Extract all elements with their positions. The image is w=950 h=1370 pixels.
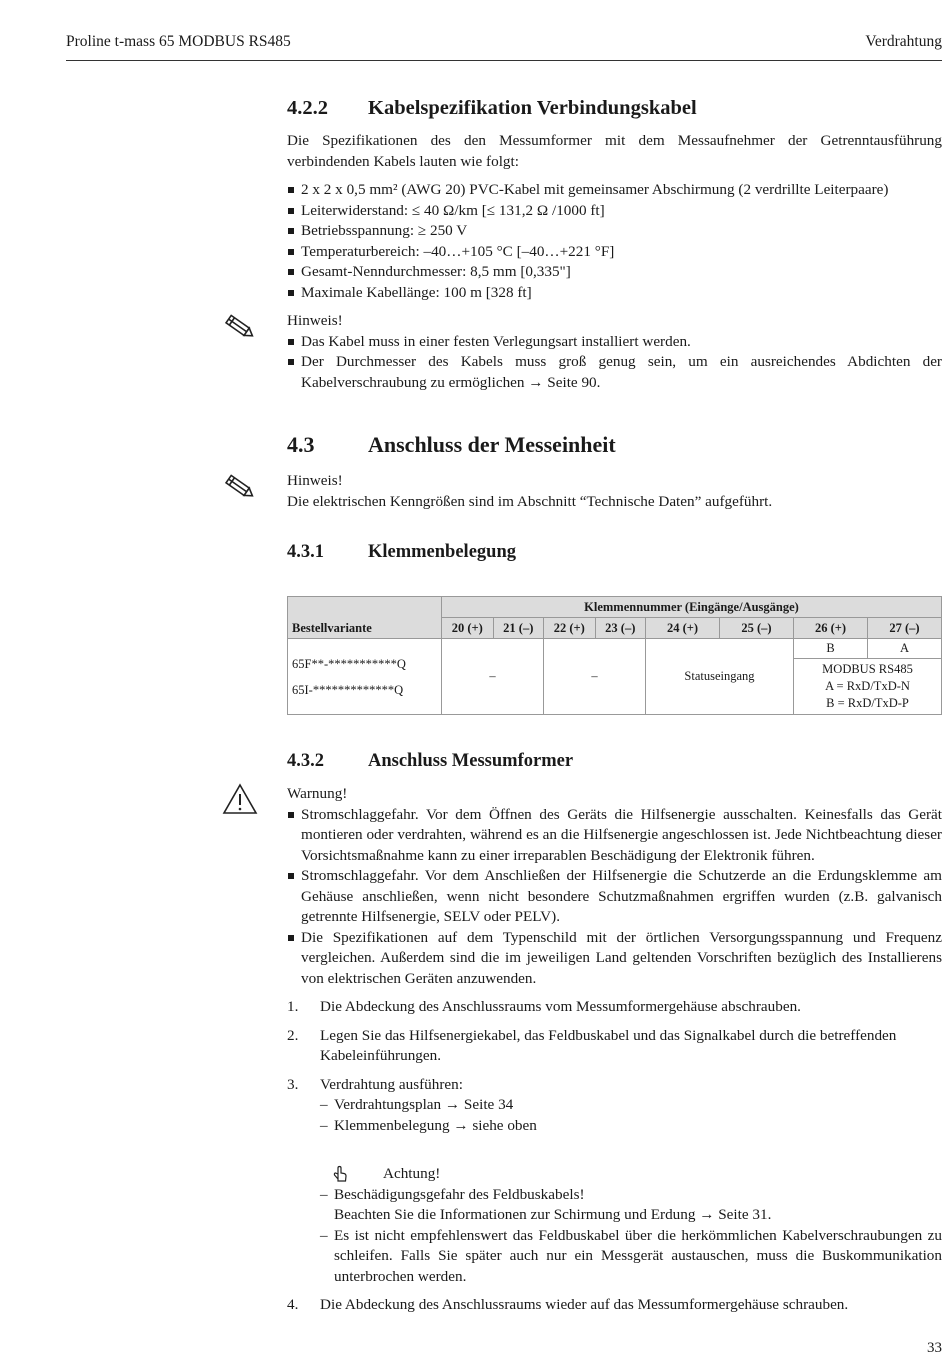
- list-item: Der Durchmesser des Kabels muss groß genug sein, um ein ausreichendes Abdichten der Kabelverschraubung zu ermöglichen → Seite 90.: [287, 352, 942, 393]
- list-item: – Klemmenbelegung → siehe oben: [320, 1116, 942, 1137]
- caution-list: [320, 1185, 942, 1288]
- pencil-note-icon: [220, 312, 258, 347]
- caution-block: [320, 1164, 942, 1287]
- caution-heading: [320, 1164, 942, 1185]
- note-text: Die elektrischen Kenngrößen sind im Abschnitt “Technische Daten” aufgeführt.: [287, 492, 773, 510]
- table-cell-variants: [288, 639, 442, 715]
- table-cell-24-25: Statuseingang: [646, 639, 794, 715]
- heading-number: 4.3.2: [287, 751, 324, 771]
- step-number: 3.: [287, 1075, 299, 1093]
- heading-4-3-1: [287, 542, 516, 563]
- caution-item-extra: Beachten Sie die Informationen zur Schirmung und Erdung → Seite 31.: [334, 1206, 772, 1223]
- step-number: 2.: [287, 1026, 299, 1044]
- list-item: – Verdrahtungsplan → Seite 34: [320, 1095, 942, 1116]
- step-item: [287, 1075, 942, 1288]
- table-col-header: 20 (+): [442, 618, 494, 639]
- note-label: Hinweis!: [287, 472, 343, 489]
- heading-title: Anschluss Messumformer: [368, 751, 574, 771]
- variant-2: 65I-*************Q: [292, 682, 404, 697]
- modbus-label: MODBUS RS485: [822, 662, 913, 676]
- table-cell-20-21: –: [442, 639, 544, 715]
- table-cell-26: B: [794, 639, 868, 659]
- wiring-steps: [287, 997, 942, 1316]
- running-header-title: Proline t-mass 65 MODBUS RS485: [66, 33, 291, 50]
- step-item: [287, 997, 942, 1018]
- step-number: 4.: [287, 1296, 299, 1313]
- step-text: Verdrahtung ausführen:: [320, 1075, 463, 1093]
- step-number: 1.: [287, 998, 299, 1015]
- header-rule: [66, 60, 942, 61]
- heading-title: Klemmenbelegung: [368, 542, 516, 562]
- list-item: Betriebsspannung: ≥ 250 V: [287, 221, 942, 242]
- table-col-header: 24 (+): [646, 618, 720, 639]
- running-header-section: Verdrahtung: [865, 33, 942, 50]
- table-cell-27: A: [868, 639, 942, 659]
- step-3-sublist: [320, 1095, 942, 1136]
- warning-label: Warnung!: [287, 785, 348, 802]
- heading-4-2-2: [287, 97, 697, 120]
- table-col-header: 26 (+): [794, 618, 868, 639]
- modbus-b-label: B = RxD/TxD-P: [826, 696, 909, 710]
- list-item: Maximale Kabellänge: 100 m [328 ft]: [287, 283, 942, 304]
- note-list: [287, 332, 942, 394]
- list-item: 2 x 2 x 0,5 mm² (AWG 20) PVC-Kabel mit gemeinsamer Abschirmung (2 verdrillte Leiterpaare): [287, 180, 942, 201]
- table-row: [288, 639, 942, 659]
- list-item: Stromschlaggefahr. Vor dem Anschließen der Hilfsenergie die Schutzerde an die Erdungsklemme am Gehäuse anschließen, wenn nicht besondere Schutzmaßnahmen ergriffen wurden (z.B. galvanisch getrennte Hilfsenergie, SELV oder PELV).: [287, 866, 942, 928]
- table-col-header: 27 (–): [868, 618, 942, 639]
- table-col-header: 21 (–): [493, 618, 543, 639]
- section-4-3-2-body: [287, 784, 942, 1316]
- variant-1: 65F**-***********Q: [292, 656, 406, 671]
- caution-item-text: – Beschädigungsgefahr des Feldbuskabels!: [334, 1185, 585, 1203]
- list-item: Stromschlaggefahr. Vor dem Öffnen des Geräts die Hilfsenergie ausschalten. Keinesfalls das Gerät montieren oder verdrahten, während es an die Hilfsenergie angeschlossen ist. Jede Nichtbeachtung dieser Vorsichtsmaßnahme kann zu einer irreparablen Beschädigung der Elektronik führen.: [287, 805, 942, 867]
- step-item: [287, 1295, 942, 1316]
- list-item: Gesamt-Nenndurchmesser: 8,5 mm [0,335"]: [287, 262, 942, 283]
- table-group-header: Klemmennummer (Eingänge/Ausgänge): [442, 597, 942, 618]
- list-item: Temperaturbereich: –40…+105 °C [–40…+221 °F]: [287, 242, 942, 263]
- table-cell-22-23: –: [543, 639, 645, 715]
- heading-number: 4.3.1: [287, 542, 324, 562]
- terminal-assignment-table: [287, 596, 942, 715]
- list-item: Die Spezifikationen auf dem Typenschild mit der örtlichen Versorgungsspannung und Frequenz vergleichen. Außerdem sind die im jeweiligen Land geltenden Vorschriften bezüglich des Installierens von elektrischen Geräten anzuwenden.: [287, 928, 942, 990]
- step-item: [287, 1026, 942, 1067]
- note-label: Hinweis!: [287, 312, 343, 329]
- table-cell-26-27: [794, 659, 942, 715]
- pencil-note-icon: [220, 472, 258, 507]
- heading-title: Anschluss der Messeinheit: [368, 432, 616, 457]
- table-col-header: 22 (+): [543, 618, 595, 639]
- warning-triangle-icon: [222, 783, 258, 820]
- heading-4-3-2: [287, 751, 573, 772]
- list-item: – Es ist nicht empfehlenswert das Feldbuskabel über die herkömmlichen Kabelverschraubungen zu schleifen. Falls Sie später auch nur ein Messgerät austauschen, muss die Buskommunikation unterbrochen werden.: [320, 1226, 942, 1288]
- cable-spec-list: [287, 180, 942, 303]
- caution-label: Achtung!: [383, 1165, 441, 1182]
- heading-number: 4.2.2: [287, 97, 328, 119]
- table-col-header: 25 (–): [720, 618, 794, 639]
- table-header-variant: Bestellvariante: [288, 597, 442, 639]
- table-col-header: 23 (–): [595, 618, 645, 639]
- section-4-2-2-body: [287, 131, 942, 393]
- step-text: Die Abdeckung des Anschlussraums wieder auf das Messumformergehäuse schrauben.: [320, 1296, 849, 1313]
- section-4-3-note: [287, 471, 942, 512]
- warning-list: [287, 805, 942, 990]
- heading-title: Kabelspezifikation Verbindungskabel: [368, 97, 697, 119]
- list-item: Leiterwiderstand: ≤ 40 Ω/km [≤ 131,2 Ω /1000 ft]: [287, 201, 942, 222]
- list-item: Das Kabel muss in einer festen Verlegungsart installiert werden.: [287, 332, 942, 353]
- step-text: Die Abdeckung des Anschlussraums vom Messumformergehäuse abschrauben.: [320, 998, 801, 1015]
- heading-4-3: [287, 432, 616, 458]
- modbus-a-label: A = RxD/TxD-N: [825, 679, 910, 693]
- heading-number: 4.3: [287, 432, 315, 457]
- step-text: Legen Sie das Hilfsenergiekabel, das Feldbuskabel und das Signalkabel durch die betreffenden Kabeleinführungen.: [320, 1026, 897, 1064]
- page-number: 33: [927, 1340, 942, 1356]
- intro-paragraph: Die Spezifikationen des den Messumformer mit dem Messaufnehmer der Getrenntausführung verbindenden Kabels lauten wie folgt:: [287, 132, 942, 170]
- list-item: [320, 1185, 942, 1226]
